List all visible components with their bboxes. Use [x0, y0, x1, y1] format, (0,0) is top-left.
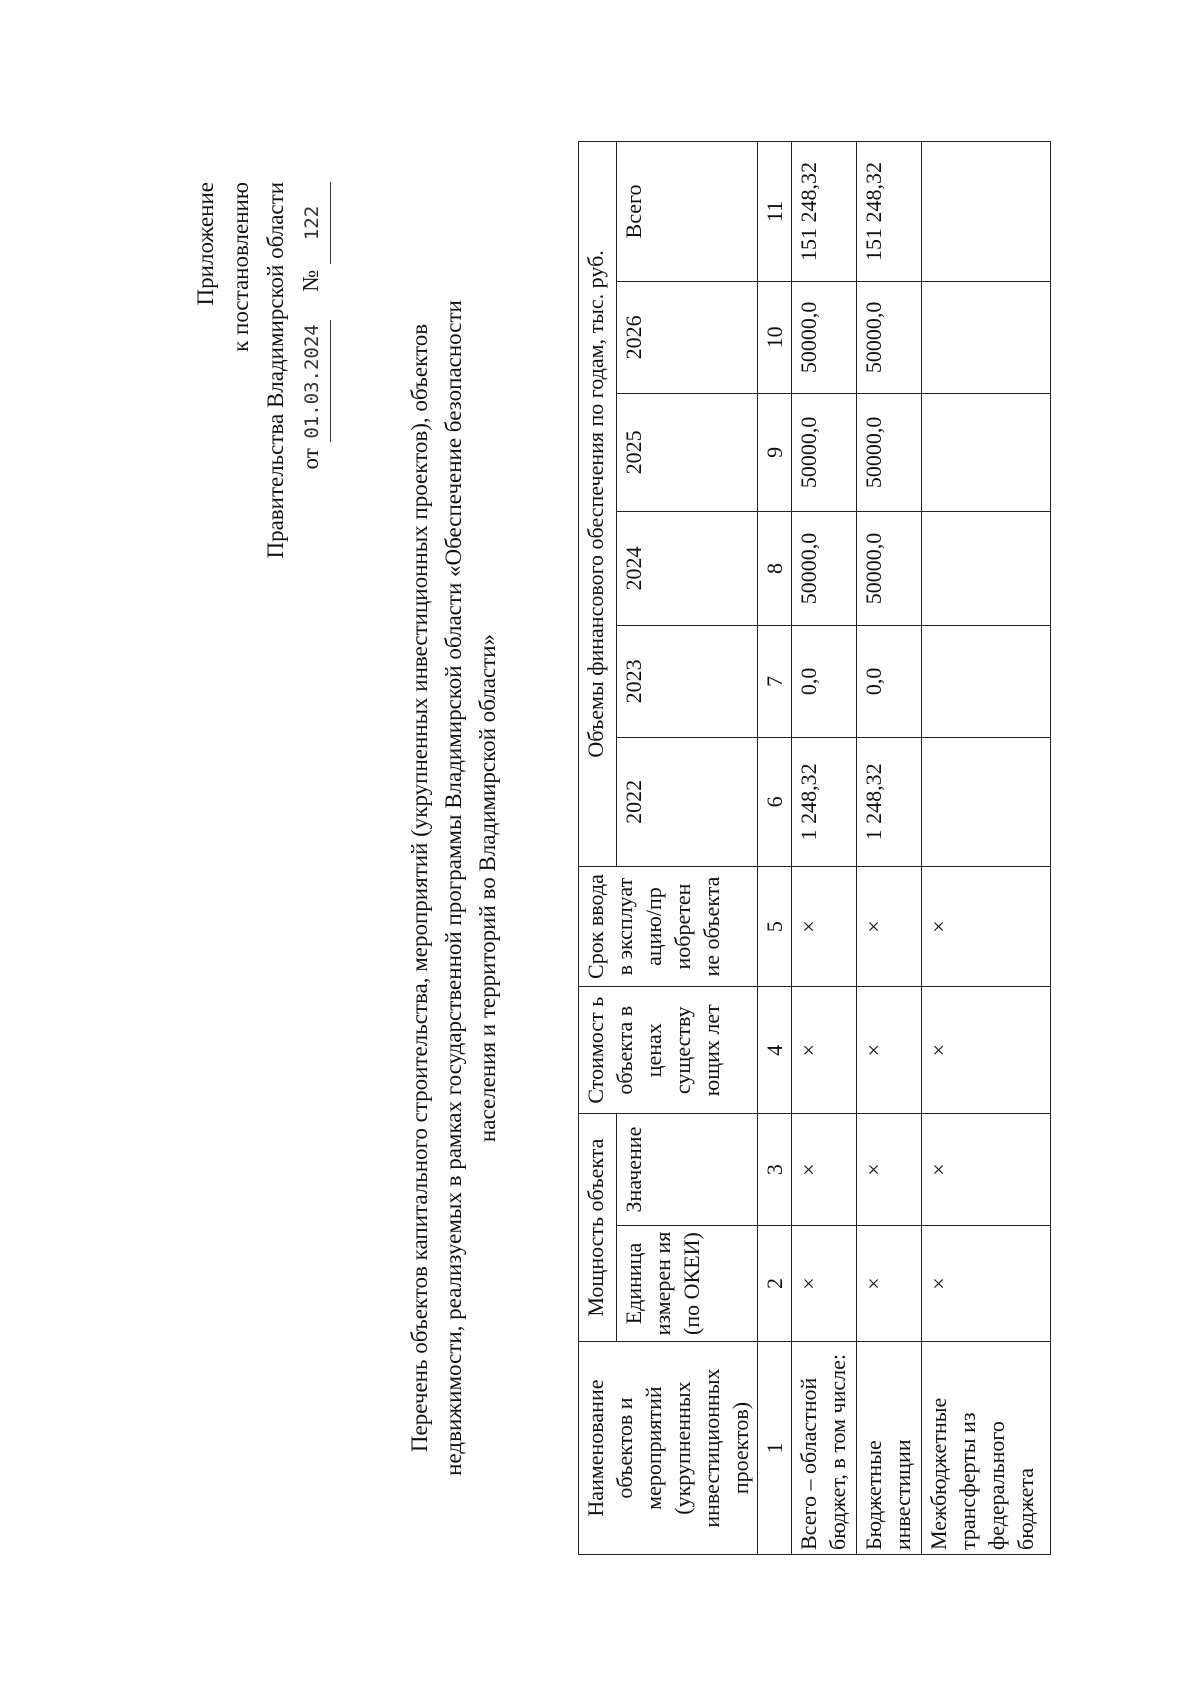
row-2024: 50000,0 [792, 512, 857, 626]
row-value: × [922, 1114, 1051, 1226]
column-number: 5 [758, 866, 792, 986]
row-name: Межбюджетные трансферты из федерального бюджета [922, 1342, 1051, 1555]
row-2024: 50000,0 [857, 512, 922, 626]
header-capacity: Мощность объекта [579, 1114, 617, 1342]
column-number: 8 [758, 512, 792, 626]
row-term: × [792, 866, 857, 986]
from-label: от [298, 448, 323, 470]
column-number: 6 [758, 737, 792, 866]
appendix-line-2: к постановлению [228, 182, 253, 352]
row-2022: 1 248,32 [792, 737, 857, 866]
decree-number: 122 [295, 182, 331, 264]
row-value: × [792, 1114, 857, 1226]
row-total: 151 248,32 [792, 142, 857, 282]
row-cost: × [857, 987, 922, 1114]
row-name: Бюджетные инвестиции [857, 1342, 922, 1555]
row-cost: × [922, 987, 1051, 1114]
appendix-date-line [293, 182, 331, 742]
column-number: 1 [758, 1342, 792, 1555]
row-2026: 50000,0 [792, 281, 857, 393]
row-2025: 50000,0 [857, 393, 922, 511]
header-name: Наименование объектов и мероприятий (укрупненных инвестиционных проектов) [579, 1342, 758, 1555]
title-line-1: Перечень объектов капитального строительства, мероприятий (укрупненных инвестиционных проектов), объектов [407, 323, 432, 1453]
row-unit: × [792, 1225, 857, 1341]
row-2026: 50000,0 [857, 281, 922, 393]
column-number: 7 [758, 625, 792, 737]
column-numbers-row [758, 142, 792, 1555]
header-year-2022: 2022 [617, 737, 758, 866]
row-unit: × [857, 1225, 922, 1341]
appendix-line-3: Правительства Владимирской области [263, 182, 288, 559]
row-unit: × [922, 1225, 1051, 1341]
row-2025: 50000,0 [792, 393, 857, 511]
title-line-2: недвижимости, реализуемых в рамках государственной программы Владимирской области «Обеспечение безопасности [441, 300, 466, 1476]
header-year-2024: 2024 [617, 512, 758, 626]
column-number: 2 [758, 1225, 792, 1341]
appendix-line-1: Приложение [193, 182, 218, 306]
decree-date: 01.03.2024 [295, 320, 331, 442]
column-number: 9 [758, 393, 792, 511]
row-2022 [922, 737, 1051, 866]
row-term: × [922, 866, 1051, 986]
column-number: 10 [758, 281, 792, 393]
row-total: 151 248,32 [857, 142, 922, 282]
header-capacity-unit: Единица измерен ия (по ОКЕИ) [617, 1225, 758, 1341]
column-number: 3 [758, 1114, 792, 1226]
row-2022: 1 248,32 [857, 737, 922, 866]
row-term: × [857, 866, 922, 986]
header-capacity-value: Значение [617, 1114, 758, 1226]
row-2023 [922, 625, 1051, 737]
row-2023: 0,0 [792, 625, 857, 737]
title-line-3: населения и территорий во Владимирской области» [475, 633, 500, 1143]
row-name: Всего – областной бюджет, в том числе: [792, 1342, 857, 1555]
document-title [403, 228, 505, 1548]
header-year-2025: 2025 [617, 393, 758, 511]
header-year-2026: 2026 [617, 281, 758, 393]
table-row [857, 142, 922, 1555]
row-2026 [922, 281, 1051, 393]
column-number: 11 [758, 142, 792, 282]
appendix-header [188, 182, 331, 742]
table-row [792, 142, 857, 1555]
header-financing: Объемы финансового обеспечения по годам, тыс. руб. [579, 142, 617, 867]
row-2023: 0,0 [857, 625, 922, 737]
column-number: 4 [758, 987, 792, 1114]
header-cost: Стоимост ь объекта в ценах существу ющих лет [579, 987, 758, 1114]
header-term: Срок ввода в эксплуат ацию/пр иобретен ие объекта [579, 866, 758, 986]
row-cost: × [792, 987, 857, 1114]
capital-construction-table [578, 141, 1051, 1555]
number-label: № [298, 269, 323, 292]
row-total [922, 142, 1051, 282]
table-row [922, 142, 1051, 1555]
header-year-2023: 2023 [617, 625, 758, 737]
row-value: × [857, 1114, 922, 1226]
header-total: Всего [617, 142, 758, 282]
row-2025 [922, 393, 1051, 511]
row-2024 [922, 512, 1051, 626]
